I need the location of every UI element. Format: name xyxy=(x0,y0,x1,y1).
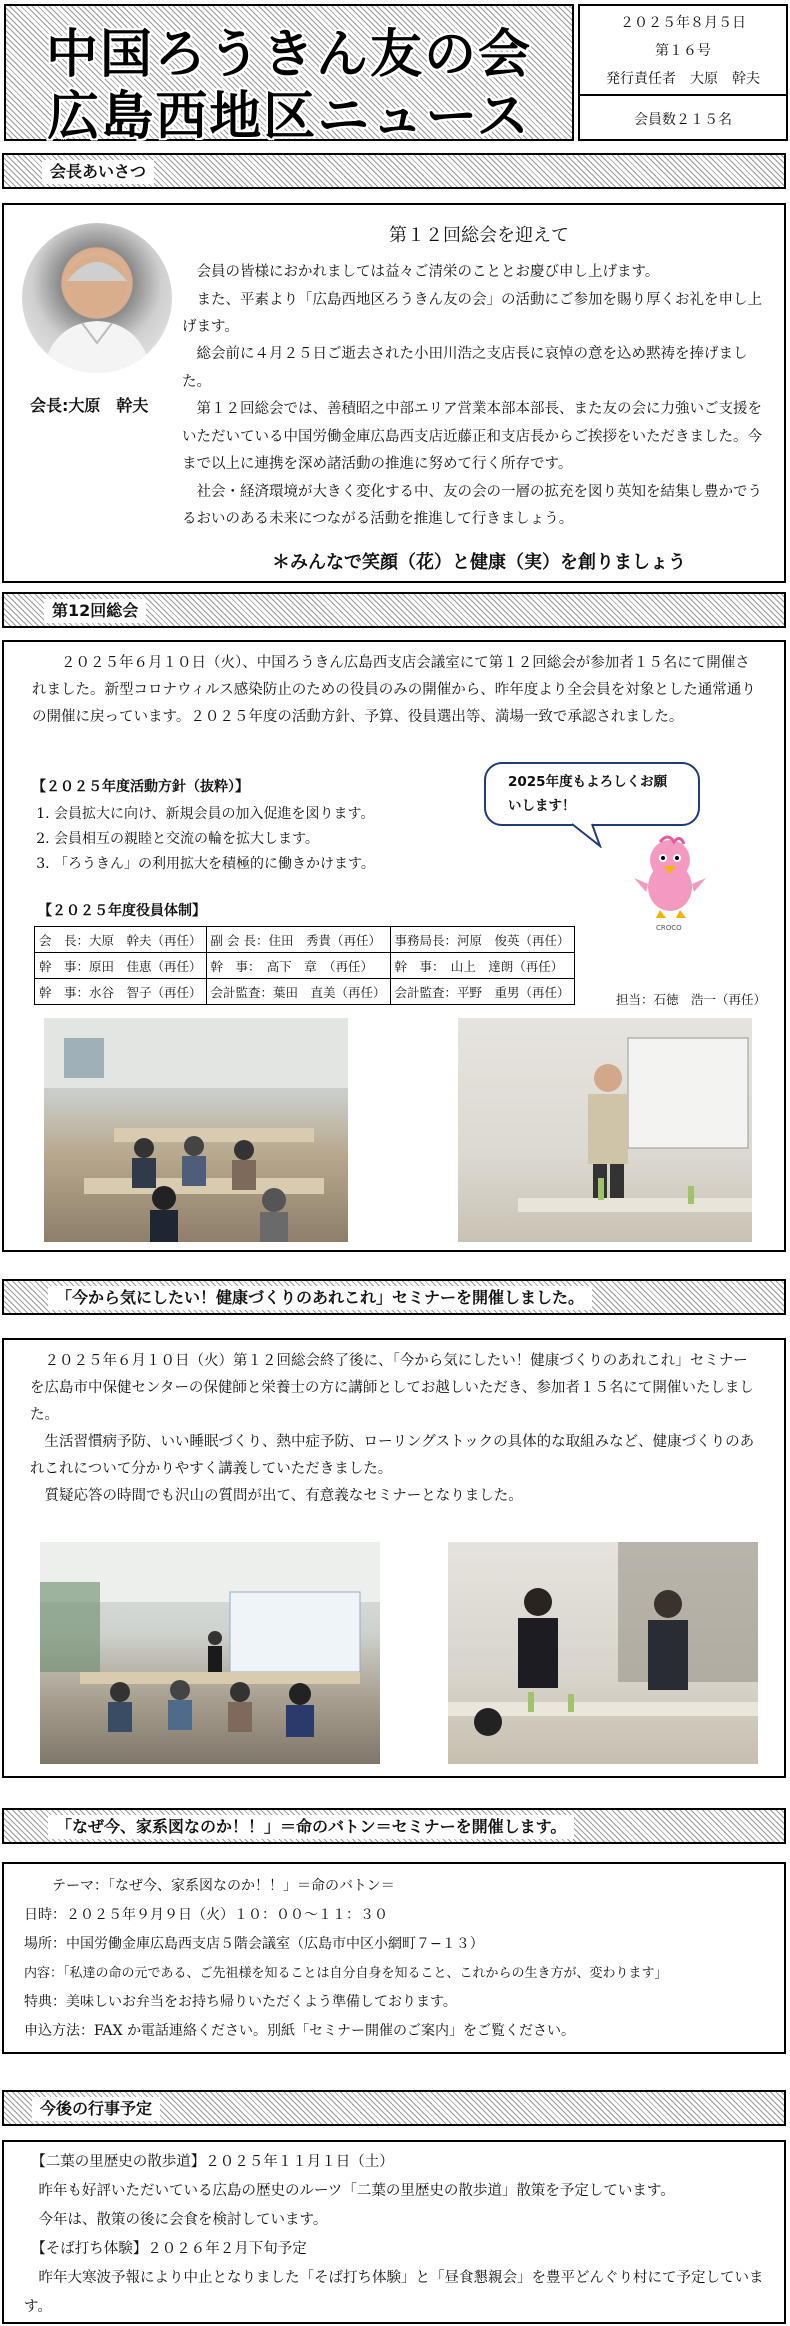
section-title: 第12回総会 xyxy=(44,599,146,623)
divider xyxy=(580,94,786,96)
section-header-health-seminar xyxy=(2,1279,786,1315)
masthead xyxy=(2,2,790,147)
seminar-paragraph: ２０２５年６月１０日（火）第１２回総会終了後に、「今から気にしたい！健康づくりのあれこれ」セミナーを広島市中保健センターの保健師と栄養士の方に講師としてお越しいただき、参加者１５名にて開催いたしました。 xyxy=(30,1353,754,1423)
greeting-paragraph: また、平素より「広島西地区ろうきん友の会」の活動にご参加を賜り厚くお礼を申し上げます。 xyxy=(182,291,762,335)
seminar-audience-scene-icon xyxy=(40,1542,380,1764)
greeting-paragraph: 第１２回総会では、善積昭之中部エリア営業本部本部長、また友の会に力強いご支援をいただいている中国労働金庫広島西支店近藤正和支店長からご挨拶をいただきました。今まで以上に連携を深め諸活動の推進に努めて行く所存です。 xyxy=(182,401,762,472)
schedule-line: 【そば打ち体験】２０２６年２月下旬予定 xyxy=(24,2241,307,2257)
officer-note: 担当：石徳 浩一（再任） xyxy=(616,992,767,1007)
officer-cell: 幹 事：水谷 智子（再任） xyxy=(35,979,207,1005)
meeting-intro: ２０２５年６月１０日（火）、中国ろうきん広島西支店会議室にて第１２回総会が参加者１５名にて開催されました。新型コロナウィルス感染防止のための役員のみの開催から、昨年度より全会員を対象とした通常通りの開催に戻っています。２０２５年度の活動方針、予算、役員選出等、満場一致で承認されました。 xyxy=(32,655,756,725)
schedule-line: 昨年も好評いただいている広島の歴史のルーツ「二葉の里歴史の散歩道」散策を予定しています。 xyxy=(24,2183,675,2199)
section-header-greeting xyxy=(2,153,786,189)
schedule-line: 昨年大寒波予報により中止となりました「そば打ち体験」と「昼食懇親会」を豊平どんぐり村にて予定しています。 xyxy=(24,2270,764,2315)
seminar-paragraph: 生活習慣病予防、いい睡眠づくり、熱中症予防、ローリングストックの具体的な取組みなど、健康づくりのあれこれについて分かりやすく講義していただきました。 xyxy=(30,1434,755,1477)
speech-bubble-text: 2025年度もよろしくお願いします！ xyxy=(508,774,668,814)
issue-number: 第１６号 xyxy=(655,43,711,59)
greeting-paragraph: 総会前に４月２５日ご逝去された小田川浩之支店長に哀悼の意を込め黙祷を捧げました。 xyxy=(182,346,748,390)
newsletter-title-block xyxy=(4,4,574,147)
seminar-apply: 申込方法：FAX か電話連絡ください。別紙「セミナー開催のご案内」をご覧ください。 xyxy=(24,2023,576,2039)
officer-cell: 会 長：大原 幹夫（再任） xyxy=(35,927,207,953)
family-tree-body xyxy=(24,1872,774,2046)
meeting-photo-audience xyxy=(44,1018,348,1242)
officers-table xyxy=(34,926,575,1005)
speech-bubble-tail-icon xyxy=(570,822,606,848)
meeting-photo-speaker xyxy=(458,1018,752,1242)
section-title: 今後の行事予定 xyxy=(32,2097,160,2121)
section-title: 会長あいさつ xyxy=(42,160,154,184)
seminar-datetime: 日時：２０２５年９月９日（火）１０：００～１１：３０ xyxy=(24,1907,388,1923)
table-row xyxy=(35,953,575,979)
issue-date: ２０２５年８月５日 xyxy=(620,15,746,31)
greeting-paragraph: 会員の皆様におかれましては益々ご清栄のこととお慶び申し上げます。 xyxy=(182,264,660,280)
section-header-meeting xyxy=(2,592,786,628)
speech-bubble xyxy=(484,762,700,826)
seminar-body xyxy=(30,1348,760,1510)
policy-title: 【２０２５年度活動方針（抜粋）】 xyxy=(32,779,249,795)
seminar-paragraph: 質疑応答の時間でも沢山の質問が出て、有意義なセミナーとなりました。 xyxy=(30,1488,523,1504)
policy-item: 1. 会員拡大に向け、新規会員の加入促進を図ります。 xyxy=(54,802,474,827)
member-count: 会員数２１５名 xyxy=(634,112,732,128)
meeting-box xyxy=(2,640,786,1252)
audience-scene-icon xyxy=(44,1018,348,1242)
seminar-box xyxy=(2,1338,786,1778)
officer-cell: 幹 事：原田 佳恵（再任） xyxy=(35,953,207,979)
president-caption: 会長:大原 幹夫 xyxy=(30,396,149,415)
section-header-schedule xyxy=(2,2090,786,2126)
newsletter-title-line2: 広島西地区ニュース xyxy=(47,87,531,147)
table-row xyxy=(35,979,575,1005)
seminar-bonus: 特典：美味しいお弁当をお持ち帰りいただくよう準備しております。 xyxy=(24,1994,457,2010)
speaker-scene-icon xyxy=(458,1018,752,1242)
greeting-box xyxy=(2,203,786,583)
policy-item: 3. 「ろうきん」の利用拡大を積極的に働きかけます。 xyxy=(54,852,474,877)
officer-cell: 幹 事： 高下 章 （再任） xyxy=(206,953,390,979)
policy-item: 2. 会員相互の親睦と交流の輪を拡大します。 xyxy=(54,827,474,852)
newsletter-title-line1: 中国ろうきん友の会 xyxy=(45,25,532,85)
officer-cell: 副 会 長：住田 秀貴（再任） xyxy=(206,927,390,953)
schedule-box xyxy=(2,2140,786,2324)
seminar-content: 内容：「私達の命の元である、ご先祖様を知ることは自分自身を知ること、これからの生き方が、変わります」 xyxy=(24,1966,668,1981)
section-header-family-tree xyxy=(2,1808,786,1844)
policy-list xyxy=(28,802,474,877)
seminar-theme: テーマ：「なぜ今、家系図なのか！！」＝命のバトン＝ xyxy=(24,1878,395,1894)
section-title: 「今から気にしたい！健康づくりのあれこれ」セミナーを開催しました。 xyxy=(48,1286,592,1310)
table-row xyxy=(35,927,575,953)
slogan: ＊みんなで笑顔（花）と健康（実）を創りましょう xyxy=(272,552,686,573)
officer-cell: 会計監査：葉田 直美（再任） xyxy=(206,979,390,1005)
greeting-body xyxy=(182,259,774,342)
officers-title: 【２０２５年度役員体制】 xyxy=(38,903,206,919)
greeting-title: 第１２回総会を迎えて xyxy=(389,225,569,246)
seminar-photo-lecturers xyxy=(448,1542,758,1764)
schedule-body xyxy=(24,2148,778,2322)
mascot-label: CROCO xyxy=(656,924,682,932)
schedule-line: 【二葉の里歴史の散歩道】２０２５年１１月１日（土） xyxy=(24,2154,394,2170)
publisher: 発行責任者 大原 幹夫 xyxy=(606,71,760,87)
officer-cell: 会計監査：平野 重男（再任） xyxy=(390,979,574,1005)
seminar-place: 場所：中国労働金庫広島西支店５階会議室（広島市中区小網町７−１３） xyxy=(24,1936,484,1952)
officer-cell: 事務局長：河原 俊英（再任） xyxy=(390,927,574,953)
section-title: 「なぜ今、家系図なのか！！」＝命のバトン＝セミナーを開催します。 xyxy=(48,1815,574,1839)
mascot-bird-icon xyxy=(630,832,710,922)
seminar-photo-audience xyxy=(40,1542,380,1764)
greeting-paragraph: 社会・経済環境が大きく変化する中、友の会の一層の拡充を図り英知を結集し豊かでうるおいのある未来につながる活動を推進して行きましょう。 xyxy=(182,483,762,527)
issue-info-block xyxy=(578,4,788,141)
lecturers-scene-icon xyxy=(448,1542,758,1764)
family-tree-box xyxy=(2,1862,786,2054)
schedule-line: 今年は、散策の後に会食を検討しています。 xyxy=(24,2212,328,2228)
officer-cell: 幹 事： 山上 達朗（再任） xyxy=(390,953,574,979)
greeting-body-2 xyxy=(182,341,774,534)
